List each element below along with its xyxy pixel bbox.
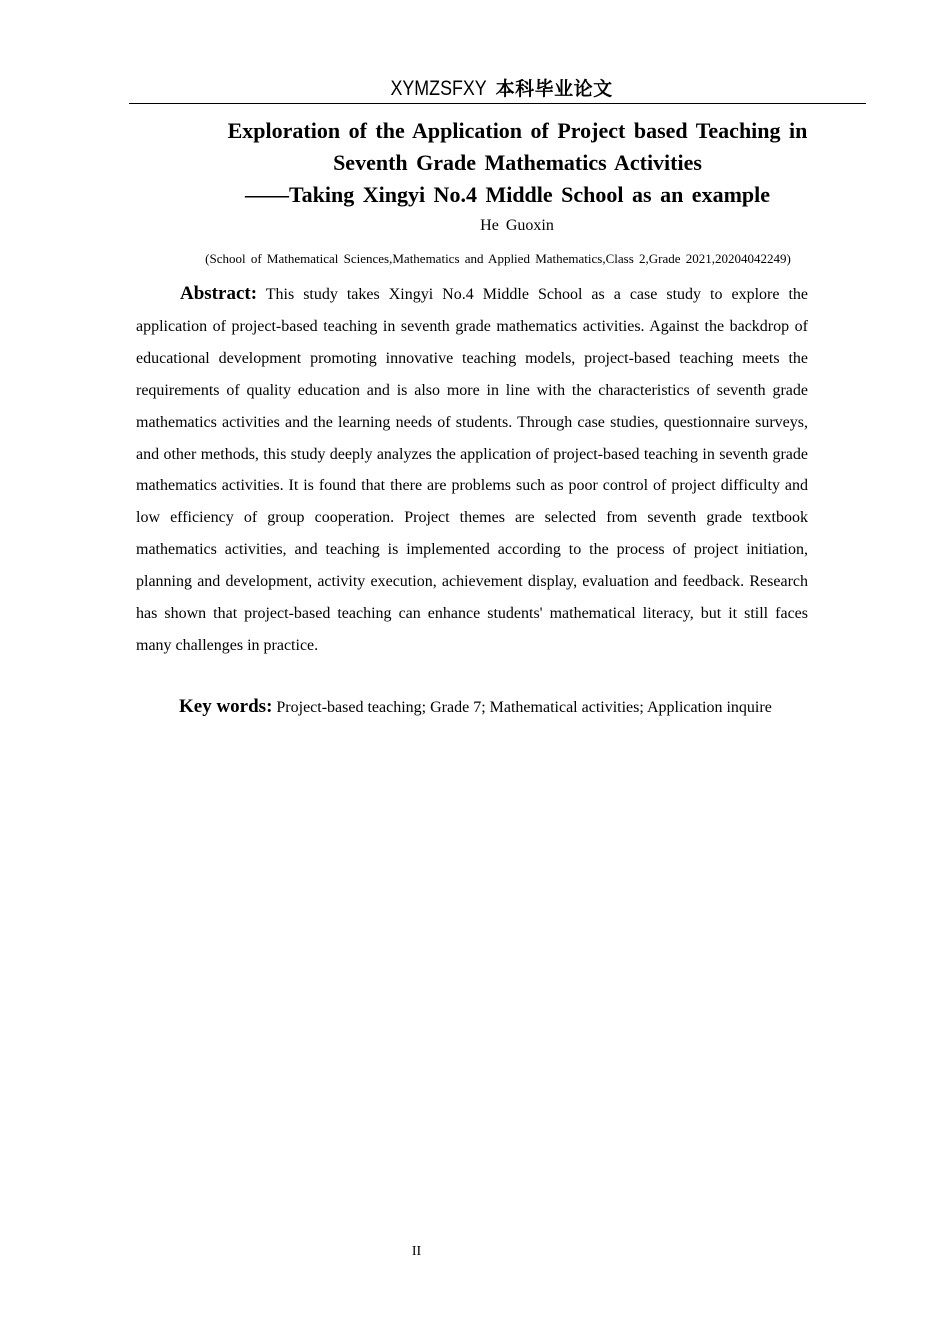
header-cjk-text: 本科毕业论文 [495, 78, 613, 100]
title-line-2: Seventh Grade Mathematics Activities [333, 150, 702, 175]
subtitle-line: ——Taking Xingyi No.4 Middle School as an example [244, 182, 771, 207]
author-name: He Guoxin [480, 217, 554, 234]
running-header [129, 70, 866, 104]
author-affiliation: (School of Mathematical Sciences,Mathematics and Applied Mathematics,Class 2,Grade 2021,20204042249) [205, 251, 791, 266]
title-line-1: Exploration of the Application of Project based Teaching in [227, 118, 808, 143]
keywords-label: Key words: [179, 696, 273, 717]
keywords-paragraph [136, 691, 808, 723]
abstract-label: Abstract: [180, 283, 258, 304]
running-header-text [129, 74, 866, 101]
page-number: II [411, 1244, 422, 1259]
keywords-text: Project-based teaching; Grade 7; Mathematical activities; Application inquire [276, 699, 772, 716]
abstract-text: This study takes Xingyi No.4 Middle School as a case study to explore the application of project-based teaching in seventh grade mathematics activities. Against the backdrop of educational development promoting innovative teaching models, project-based teaching meets the requirements of quality education and is also more in line with the characteristics of seventh grade mathematics activities and the learning needs of students. Through case studies, questionnaire surveys, and other methods, this study deeply analyzes the application of project-based teaching in seventh grade mathematics activities. It is found that there are problems such as poor control of project difficulty and low efficiency of group cooperation. Project themes are selected from seventh grade textbook mathematics activities, and teaching is implemented according to the process of project initiation, planning and development, activity execution, achievement display, evaluation and feedback. Research has shown that project-based teaching can enhance students' mathematical literacy, but it still faces many challenges in practice. [136, 286, 808, 654]
header-latin-text: XYMZSFXY [390, 77, 488, 100]
abstract-paragraph [136, 278, 808, 662]
